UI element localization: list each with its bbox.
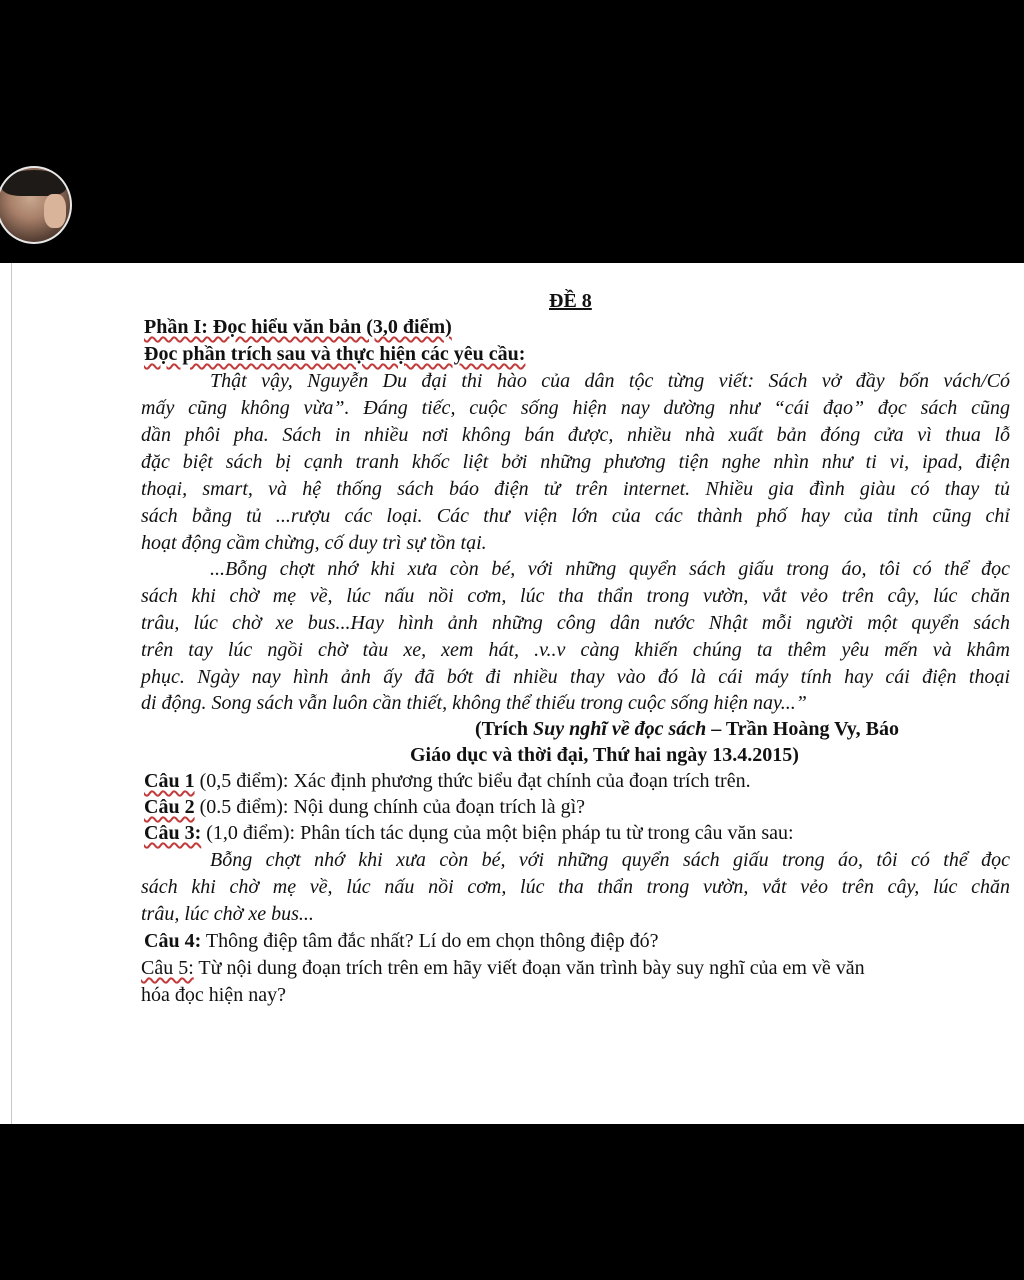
question-text: (0,5 điểm): Xác định phương thức biểu đạt chính của đoạn trích trên. bbox=[194, 770, 751, 792]
question-4 bbox=[144, 929, 659, 953]
q3-quote-line: sách khi chờ mẹ về, lúc nấu nồi cơm, lúc tha thẩn trong vườn, vắt vẻo trên cây, lúc chăn bbox=[141, 876, 1010, 898]
question-5-continuation: hóa đọc hiện nay? bbox=[141, 984, 286, 1006]
part1-heading: Phần I: Đọc hiểu văn bản (3,0 điểm) bbox=[144, 316, 452, 338]
passage-line: Thật vậy, Nguyễn Du đại thi hào của dân tộc từng viết: Sách vở đầy bốn vách/Có bbox=[210, 370, 1010, 392]
page-edge-line bbox=[11, 263, 12, 1124]
question-text: Thông điệp tâm đắc nhất? Lí do em chọn thông điệp đó? bbox=[201, 930, 659, 952]
source-work-title: Suy nghĩ về đọc sách bbox=[532, 718, 707, 740]
q3-quote-line: trâu, lúc chờ xe bus... bbox=[141, 903, 314, 925]
source-publication: Giáo dục và thời đại, Thứ hai ngày 13.4.2015) bbox=[410, 744, 799, 766]
passage-line: mấy cũng không vừa”. Đáng tiếc, cuộc sống hiện nay dường như “cái đạo” đọc sách cũng bbox=[141, 397, 1010, 419]
question-label: Câu 4: bbox=[144, 930, 202, 952]
passage-line: trên tay lúc ngồi chờ tàu xe, xem hát, .v..v càng khiến chúng ta thêm yêu mến và khâm bbox=[141, 639, 1010, 661]
avatar-hand bbox=[44, 194, 66, 228]
question-text: (0.5 điểm): Nội dung chính của đoạn trích là gì? bbox=[194, 796, 586, 818]
passage-line: sách bằng tủ ...rượu các loại. Các thư viện lớn của các thành phố hay của tỉnh cũng chỉ bbox=[141, 505, 1010, 527]
question-2 bbox=[144, 795, 585, 819]
source-citation bbox=[475, 717, 899, 741]
question-3 bbox=[144, 821, 794, 845]
passage-line: đặc biệt sách bị cạnh tranh khốc liệt bởi những phương tiện nghe nhìn như ti vi, ipad, điện bbox=[141, 451, 1010, 473]
user-avatar[interactable] bbox=[0, 166, 72, 244]
q3-quote-line: Bỗng chợt nhớ khi xưa còn bé, với những quyển sách giấu trong áo, tôi có thể đọc bbox=[210, 849, 1010, 871]
question-text: (1,0 điểm): Phân tích tác dụng của một biện pháp tu từ trong câu văn sau: bbox=[201, 822, 794, 844]
question-label: Câu 5: bbox=[141, 957, 194, 979]
passage-line: phục. Ngày nay hình ảnh ấy đã bớt đi nhiều thay vào đó là cái máy tính hay cái điện thoại bbox=[141, 666, 1010, 688]
exam-title: ĐỀ 8 bbox=[549, 290, 592, 312]
instruction: Đọc phần trích sau và thực hiện các yêu cầu: bbox=[144, 343, 526, 365]
question-1 bbox=[144, 769, 751, 793]
passage-line: di động. Song sách vẫn luôn cần thiết, không thể thiếu trong cuộc sống hiện nay...” bbox=[141, 692, 807, 714]
question-label: Câu 1 bbox=[144, 770, 195, 792]
question-text: Từ nội dung đoạn trích trên em hãy viết đoạn văn trình bày suy nghĩ của em về văn bbox=[193, 957, 865, 979]
passage-line: ...Bỗng chợt nhớ khi xưa còn bé, với những quyển sách giấu trong áo, tôi có thể đọc bbox=[210, 558, 1010, 580]
avatar-hair bbox=[2, 170, 66, 196]
passage-line: sách khi chờ mẹ về, lúc nấu nồi cơm, lúc tha thẩn trong vườn, vắt vẻo trên cây, lúc chăn bbox=[141, 585, 1010, 607]
question-label: Câu 3: bbox=[144, 822, 202, 844]
document-page bbox=[0, 263, 1024, 1124]
source-author: – Trần Hoàng Vy, Báo bbox=[706, 718, 899, 740]
question-label: Câu 2 bbox=[144, 796, 195, 818]
passage-line: hoạt động cầm chừng, cố duy trì sự tồn tại. bbox=[141, 532, 487, 554]
passage-line: dần phôi pha. Sách in nhiều nơi không bán được, nhiều nhà xuất bản đóng cửa vì thua lỗ bbox=[141, 424, 1010, 446]
passage-line: thoại, smart, và hệ thống sách báo điện tử trên internet. Nhiều gia đình giàu có thay tủ bbox=[141, 478, 1010, 500]
source-prefix: (Trích bbox=[475, 718, 533, 740]
passage-line: trâu, lúc chờ xe bus...Hay hình ảnh những công dân nước Nhật mỗi người một quyển sách bbox=[141, 612, 1010, 634]
question-5 bbox=[141, 956, 865, 980]
